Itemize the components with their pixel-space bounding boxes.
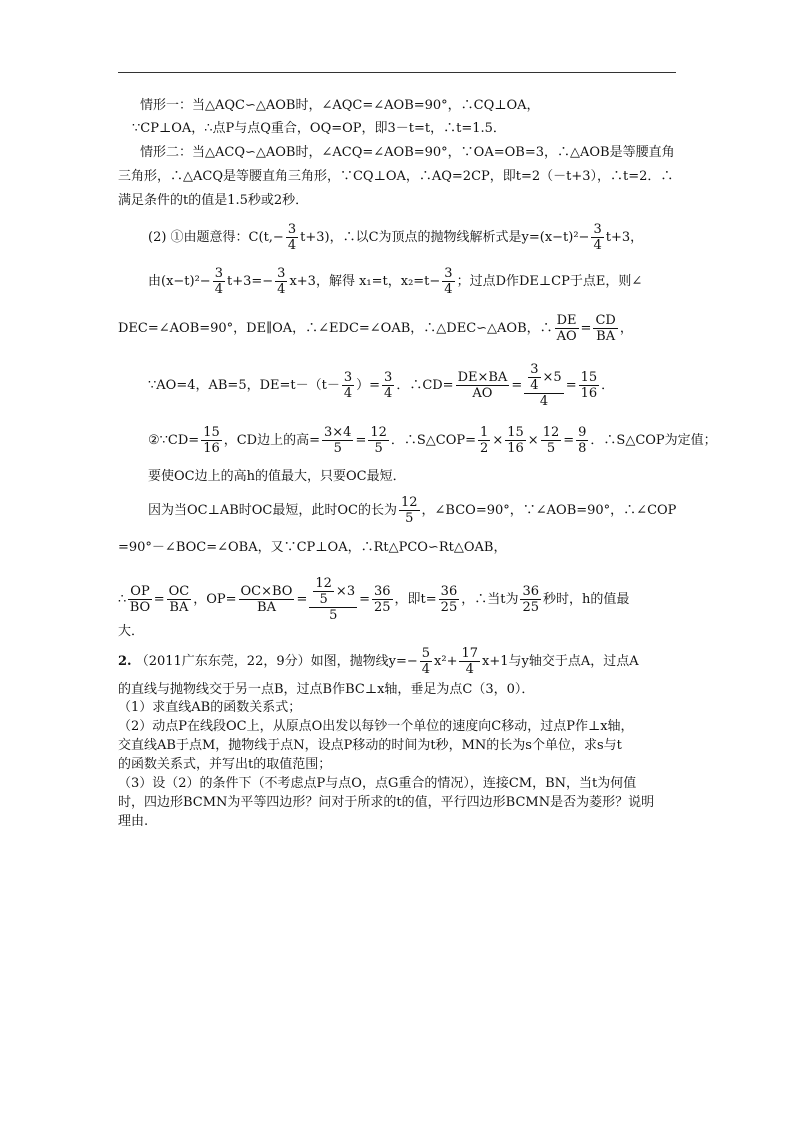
part2-line-f: 要使OC边上的高h的值最大，只要OC最短． <box>148 469 406 484</box>
part2-g-pre: 因为当OC⊥AB时OC最短，此时OC的长为 <box>148 503 397 518</box>
part2-d-mid: ）= <box>356 378 381 393</box>
part2-g-end: ，∠BCO=90°，∵∠AOB=90°，∴∠COP <box>421 503 677 518</box>
problem2-header <box>118 645 639 679</box>
problem2-head-mid: x²+ <box>434 654 458 669</box>
problem2-line2: 的直线与抛物线交于另一点B，过点B作BC⊥x轴，垂足为点C（3，0）． <box>118 682 535 697</box>
problem2-head-end: x+1与y轴交于点A，过点A <box>482 654 639 669</box>
fraction-3-4-b: $\frac{3}{4}$ <box>593 222 602 253</box>
part2-i-end: 秒时，h的值最 <box>543 592 630 607</box>
fraction-15-16-b: $\frac{15}{16}$ <box>203 425 220 456</box>
part2-line-a <box>148 222 643 254</box>
part2-b-mid1: t+3=− <box>226 274 274 289</box>
problem2-head-pre: （2011广东东莞，22，9分）如图，抛物线y=− <box>135 654 418 669</box>
fraction-36-25-c: $\frac{36}{25}$ <box>522 584 539 615</box>
fraction-36-25-b: $\frac{36}{25}$ <box>440 584 458 615</box>
part2-line-i: ∴ $\frac{OP}{BO}$ = $\frac{OC}{BA}$ ，OP= $\frac{OC\times BO}{BA}$ = $\frac{12}{5}$ ×3 5 = $\frac{36}{25}$ ，即t= $\frac{36}{25}$ ，∴当t为 $\frac{36}{25}$ 秒时，h的值最 <box>118 576 630 623</box>
fraction-3-4-g: $\frac{3}{4}$ <box>384 370 393 401</box>
fraction-3-4-a: $\frac{3}{4}$ <box>287 222 297 253</box>
fraction-12-5-b: $\frac{12}{5}$ <box>542 425 560 456</box>
part2-i-mid3: ，∴当t为 <box>461 592 519 607</box>
fraction-36-25-a: $\frac{36}{25}$ <box>374 584 391 615</box>
case2-line3: 满足条件的t的值是1.5秒或2秒． <box>118 193 309 208</box>
case2-line1: 情形二：当△ACQ∽△AOB时，∠ACQ=∠AOB=90°，∵OA=OB=3，∴△AOB是等腰直角 <box>140 145 675 160</box>
fraction-DE-AO: $\frac{DE}{AO}$ <box>556 313 577 344</box>
part2-line-e: ②∵CD= $\frac{15}{16}$ ，CD边上的高= $\frac{3\times 4}{5}$ = $\frac{12}{5}$ ．∴S△COP= $\frac{1}{2}$ × $\frac{15}{16}$ × $\frac{12}{5}$ = $\frac{9}{8}$ ．∴S△COP为定值； <box>148 425 717 456</box>
part2-e-pre: ②∵CD= <box>148 433 200 448</box>
fraction-12-5-c: $\frac{12}{5}$ <box>400 495 418 526</box>
problem-number: 2. <box>118 654 132 669</box>
part2-a-mid: t+3)，∴以C为顶点的抛物线解析式是y=(x−t)²− <box>300 230 590 245</box>
part2-e-end: ．∴S△COP为定值； <box>590 433 717 448</box>
problem2-part3-line1: （3）设（2）的条件下（不考虑点P与点O，点G重合的情况），连接CM，BN，当t为何值 <box>118 776 637 791</box>
part2-b-end: ；过点D作DE⊥CP于点E，则∠ <box>456 274 643 289</box>
part2-line-g <box>148 494 676 528</box>
fraction-OP-BO: $\frac{OP}{BO}$ <box>129 584 151 615</box>
part2-e-mid: ，CD边上的高= <box>223 433 320 448</box>
fraction-17-4: $\frac{17}{4}$ <box>461 646 479 677</box>
fraction-3x4-5: $\frac{3\times 4}{5}$ <box>324 425 352 456</box>
fraction-3-4-c: $\frac{3}{4}$ <box>214 266 223 297</box>
part2-line-d: ∵AO=4，AB=5，DE=t－（t－ $\frac{3}{4}$ ）= $\frac{3}{4}$ ．∴CD= $\frac{DE\times BA}{AO}$ = $\frac{3}{4}$ ×5 4 = $\frac{15}{16}$ ． <box>148 362 615 409</box>
part2-b-pre: 由(x−t)²− <box>148 274 211 289</box>
problem2-part3-line2: 时，四边形BCMN为平等四边形？问对于所求的t的值，平行四边形BCMN是否为菱形？说明 <box>118 795 655 810</box>
fraction-OC-BA: $\frac{OC}{BA}$ <box>168 584 190 615</box>
part2-b-mid2: x+3，解得 x₁=t，x₂=t− <box>289 274 441 289</box>
part2-e-mid2: ．∴S△COP= <box>390 433 477 448</box>
fraction-12-5-a: $\frac{12}{5}$ <box>370 425 387 456</box>
fraction-1-2: $\frac{1}{2}$ <box>480 425 489 456</box>
fraction-DExBA-AO: $\frac{DE\times BA}{AO}$ <box>457 370 508 401</box>
part2-a-pre: (2) ①由题意得：C(t,− <box>148 230 284 245</box>
case1-line1: 情形一：当△AQC∽△AOB时，∠AQC=∠AOB=90°，∴CQ⊥OA， <box>140 98 540 113</box>
problem2-part3-line3: 理由. <box>118 814 149 829</box>
problem2-part2-line2: 交直线AB于点M，抛物线于点N，设点P移动的时间为t秒，MN的长为s个单位，求s与t <box>118 738 622 753</box>
fraction-CD-BA: $\frac{CD}{BA}$ <box>595 313 616 344</box>
part2-d-mid2: ．∴CD= <box>396 378 454 393</box>
problem2-part2-line1: （2）动点P在线段OC上，从原点O出发以每钞一个单位的速度向C移动，过点P作⊥x轴， <box>118 719 634 734</box>
part2-i-pre: ∴ <box>118 592 127 607</box>
fraction-OCxBO-BA: $\frac{OC\times BO}{BA}$ <box>240 584 293 615</box>
fraction-5-4: $\frac{5}{4}$ <box>421 646 431 677</box>
fraction-compound-b: $\frac{12}{5}$ ×3 5 <box>309 576 357 623</box>
part2-line-h: =90°－∠BOC=∠OBA，又∵CP⊥OA，∴Rt△PCO∽Rt△OAB， <box>118 540 507 555</box>
problem2-part2-line3: 的函数关系式，并写出t的取值范围； <box>118 757 332 772</box>
problem2-part1: （1）求直线AB的函数关系式； <box>118 700 302 715</box>
fraction-3-4-e: $\frac{3}{4}$ <box>444 266 453 297</box>
part2-i-mid2: ，即t= <box>394 592 437 607</box>
fraction-compound: $\frac{3}{4}$ ×5 4 <box>524 362 563 409</box>
fraction-15-16-c: $\frac{15}{16}$ <box>507 425 524 456</box>
header-rule <box>118 72 676 73</box>
fraction-15-16-a: $\frac{15}{16}$ <box>580 370 598 401</box>
part2-d-pre: ∵AO=4，AB=5，DE=t－（t－ <box>148 378 340 393</box>
fraction-9-8: $\frac{9}{8}$ <box>578 425 587 456</box>
fraction-3-4-d: $\frac{3}{4}$ <box>277 266 286 297</box>
part2-c-pre: DEC=∠AOB=90°，DE∥OA，∴∠EDC=∠OAB，∴△DEC∽△AOB，∴ <box>118 321 553 336</box>
part2-line-c: DEC=∠AOB=90°，DE∥OA，∴∠EDC=∠OAB，∴△DEC∽△AOB，∴ $\frac{DE}{AO}$ = $\frac{CD}{BA}$ ， <box>118 313 633 344</box>
part2-a-end: t+3， <box>605 230 644 245</box>
part2-line-j: 大． <box>118 624 145 639</box>
part2-i-mid: ，OP= <box>193 592 237 607</box>
case2-line2: 三角形，∴△ACQ是等腰直角三角形，∵CQ⊥OA，∴AQ=2CP，即t=2（－t+3），∴t=2．∴ <box>118 169 674 184</box>
part2-line-b <box>148 266 642 298</box>
case1-line2: ∵CP⊥OA，∴点P与点Q重合，OQ=OP，即3－t=t，∴t=1.5． <box>132 121 506 136</box>
fraction-3-4-f: $\frac{3}{4}$ <box>343 370 353 401</box>
